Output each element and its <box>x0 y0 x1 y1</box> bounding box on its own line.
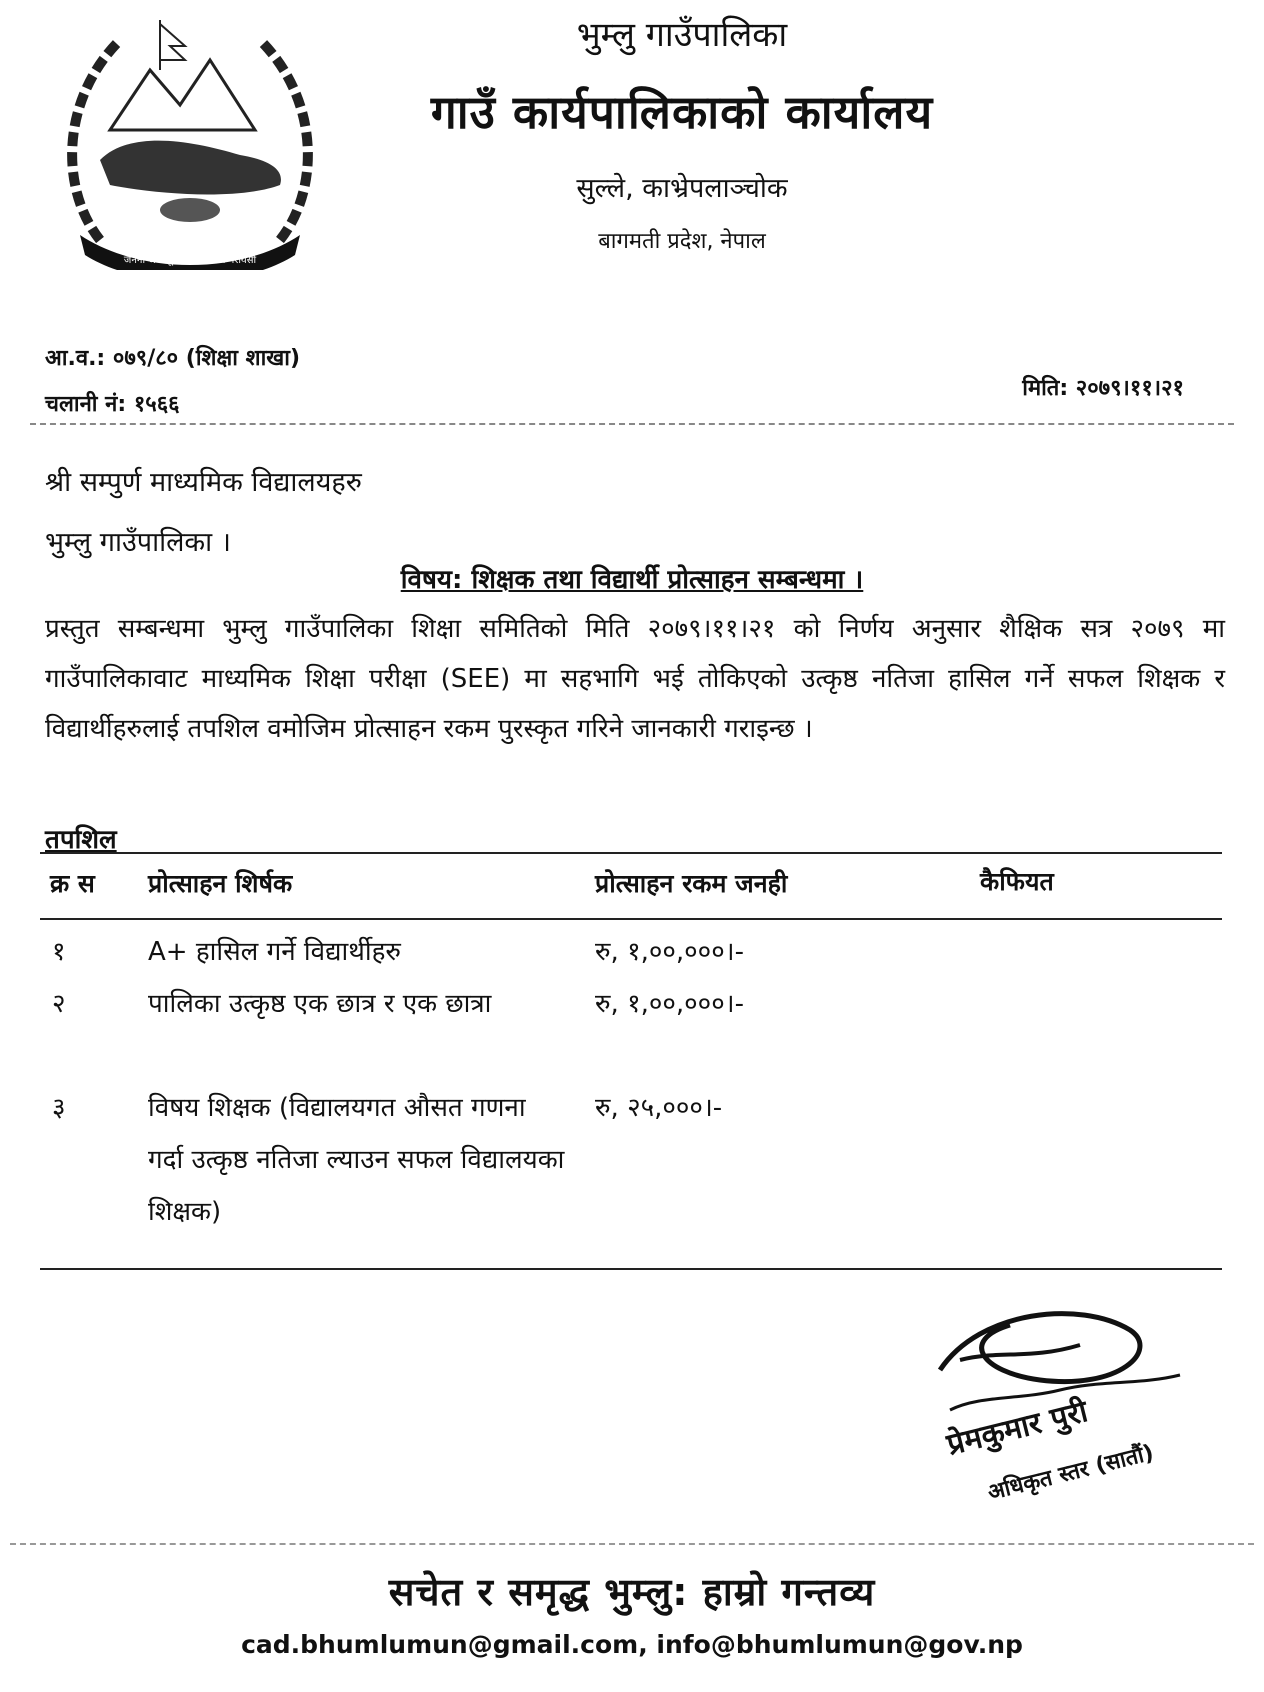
column-header-amount: प्रोत्साहन रकम जनही <box>595 869 788 898</box>
column-header-remarks: कैफियत <box>980 867 1054 896</box>
column-header-title: प्रोत्साहन शिर्षक <box>148 869 293 898</box>
table-bottom-rule <box>40 1268 1222 1270</box>
signatory-designation: अधिकृत स्तर (सातौं) <box>985 1440 1157 1506</box>
signature-stamp <box>920 1300 1220 1510</box>
row-amount: रु, १,००,०००।- <box>595 989 744 1019</box>
footer-divider <box>10 1543 1254 1545</box>
details-heading: तपशिल <box>45 825 117 855</box>
column-header-sn: क्र स <box>50 869 95 898</box>
addressee-line-1: श्री सम्पुर्ण माध्यमिक विद्यालयहरु <box>45 467 362 498</box>
addressee-line-2: भुम्लु गाउँपालिका । <box>45 527 231 558</box>
office-title: गाउँ कार्यपालिकाको कार्यालय <box>430 85 934 139</box>
row-amount: रु, १,००,०००।- <box>595 937 744 967</box>
province-country: बागमती प्रदेश, नेपाल <box>598 229 766 254</box>
incentive-table <box>40 852 1222 1227</box>
row-sn: २ <box>52 989 66 1019</box>
body-paragraph: प्रस्तुत सम्बन्धमा भुम्लु गाउँपालिका शिक्षा समितिको मिति २०७९।११।२१ को निर्णय अनुसार शैक्षिक सत्र २०७९ मा गाउँपालिकावाट माध्यमिक शिक्षा परीक्षा (SEE) मा सहभागि भई तोकिएको उत्कृष्ठ नतिजा हासिल गर्ने सफल शिक्षक र विद्यार्थीहरुलाई तपशिल वमोजिम प्रोत्साहन रकम पुरस्कृत गरिने जानकारी गराइन्छ । <box>45 614 1225 744</box>
table-header-divider <box>40 918 1222 920</box>
letter-date: मिति: २०७९।११।२१ <box>1022 376 1184 401</box>
municipality-name: भुम्लु गाउँपालिका <box>576 15 788 55</box>
row-title: विषय शिक्षक (विद्यालयगत औसत गणना गर्दा उत्कृष्ठ नतिजा ल्याउन सफल विद्यालयका शिक्षक) <box>148 1093 565 1227</box>
row-title: A+ हासिल गर्ने विद्यार्थीहरु <box>148 937 401 967</box>
footer-emails: cad.bhumlumun@gmail.com, info@bhumlumun@gov.np <box>241 1630 1023 1659</box>
row-sn: ३ <box>52 1093 66 1123</box>
row-amount: रु, २५,०००।- <box>595 1093 723 1123</box>
dispatch-number: चलानी नं: १५६६ <box>45 392 180 417</box>
fiscal-year: आ.व.: ०७९/८० (शिक्षा शाखा) <box>45 346 301 371</box>
subject-line: विषय: शिक्षक तथा विद्यार्थी प्रोत्साहन सम्बन्धमा । <box>400 565 864 595</box>
emblem-motto: जननी जन्मभूमिश्च स्वर्गादपि गरीयसी <box>123 255 257 266</box>
row-sn: १ <box>52 937 66 967</box>
footer-slogan: सचेत र समृद्ध भुम्लु: हाम्रो गन्तव्य <box>388 1570 876 1614</box>
header-divider <box>30 423 1234 425</box>
signatory-name: प्रेमकुमार पुरी <box>943 1394 1092 1463</box>
office-location: सुल्ले, काभ्रेपलाञ्चोक <box>576 173 788 204</box>
row-title: पालिका उत्कृष्ठ एक छात्र र एक छात्रा <box>148 989 492 1019</box>
